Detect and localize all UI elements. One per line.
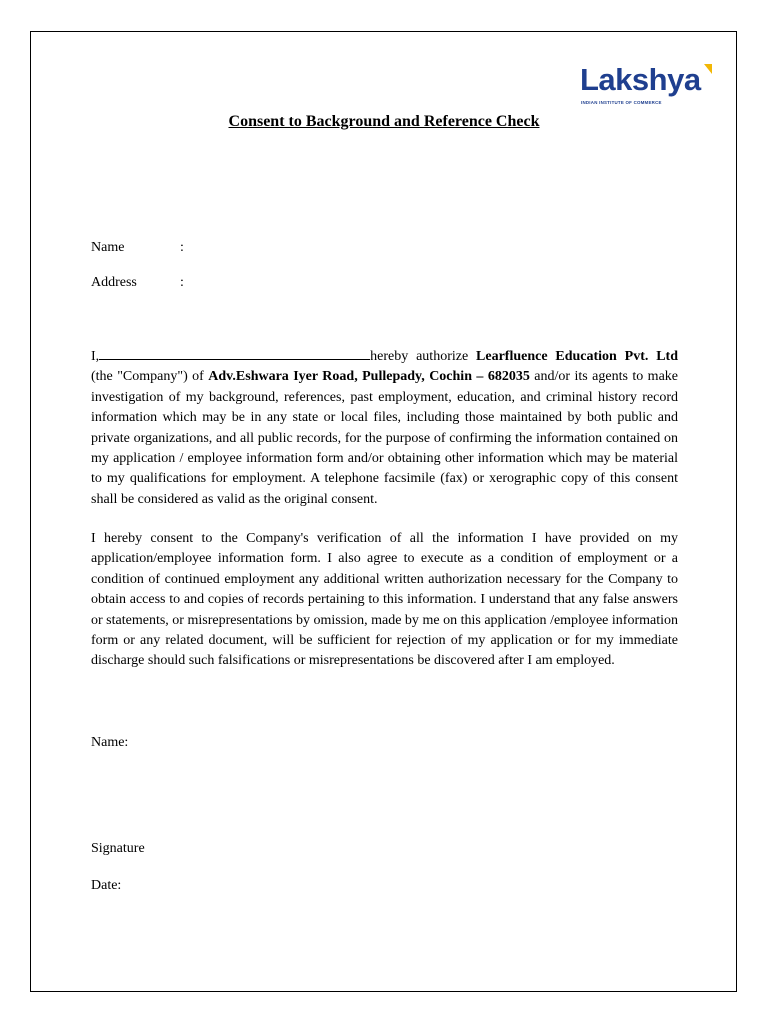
authorization-lead: I, — [91, 349, 100, 364]
company-logo — [580, 62, 715, 108]
company-alias: (the "Company") of — [91, 369, 209, 385]
consent-paragraph: I hereby consent to the Company's verification of all the information I have provided on my application/employee information form. I also agree to execute as a condition of employment or a condition of continued employment any additional written authorization necessary for the Company to obtain access to and copies of records pertaining to this information. I understand that any false answers or statements, or misrepresentations by omission, made by me on this application /employee information form or any related document, will be sufficient for rejection of my application or for my immediate discharge should such falsifications or misrepresentations be discovered after I am employed. — [91, 531, 678, 669]
document-title: Consent to Background and Reference Check — [228, 113, 540, 130]
name-field-colon: : — [180, 240, 184, 255]
date-label: Date: — [91, 878, 122, 893]
company-address: Adv.Eshwara Iyer Road, Pullepady, Cochin – 682035 — [208, 369, 530, 385]
address-field-label: Address — [91, 275, 137, 290]
logo-accent-mark — [704, 64, 712, 74]
name-field-label: Name — [91, 240, 125, 255]
authorize-text: hereby authorize — [370, 349, 477, 364]
signoff-name-label: Name: — [91, 735, 129, 750]
authorization-body: and/or its agents to make investigation of my background, references, past employment, education, and criminal history record information which may be in any state or local files, including those maintained by both public and private organizations, and all public records, for the purpose of confirming the information contained on my application / employee information form and/or obtaining other information which may be material to my qualifications for employment. A telephone facsimile (fax) or xerographic copy of this consent shall be considered as valid as the original consent. — [91, 369, 679, 507]
name-field-row — [91, 239, 184, 257]
company-name: Learfluence Education Pvt. Ltd — [476, 349, 678, 364]
logo-tagline: INDIAN INSTITUTE OF COMMERCE — [581, 100, 662, 105]
address-field-colon: : — [180, 275, 184, 290]
name-blank-line — [99, 345, 370, 360]
address-field-row — [91, 274, 184, 292]
authorization-paragraph — [91, 345, 678, 510]
logo-wordmark: Lakshya — [580, 62, 701, 97]
signature-label: Signature — [91, 841, 145, 856]
